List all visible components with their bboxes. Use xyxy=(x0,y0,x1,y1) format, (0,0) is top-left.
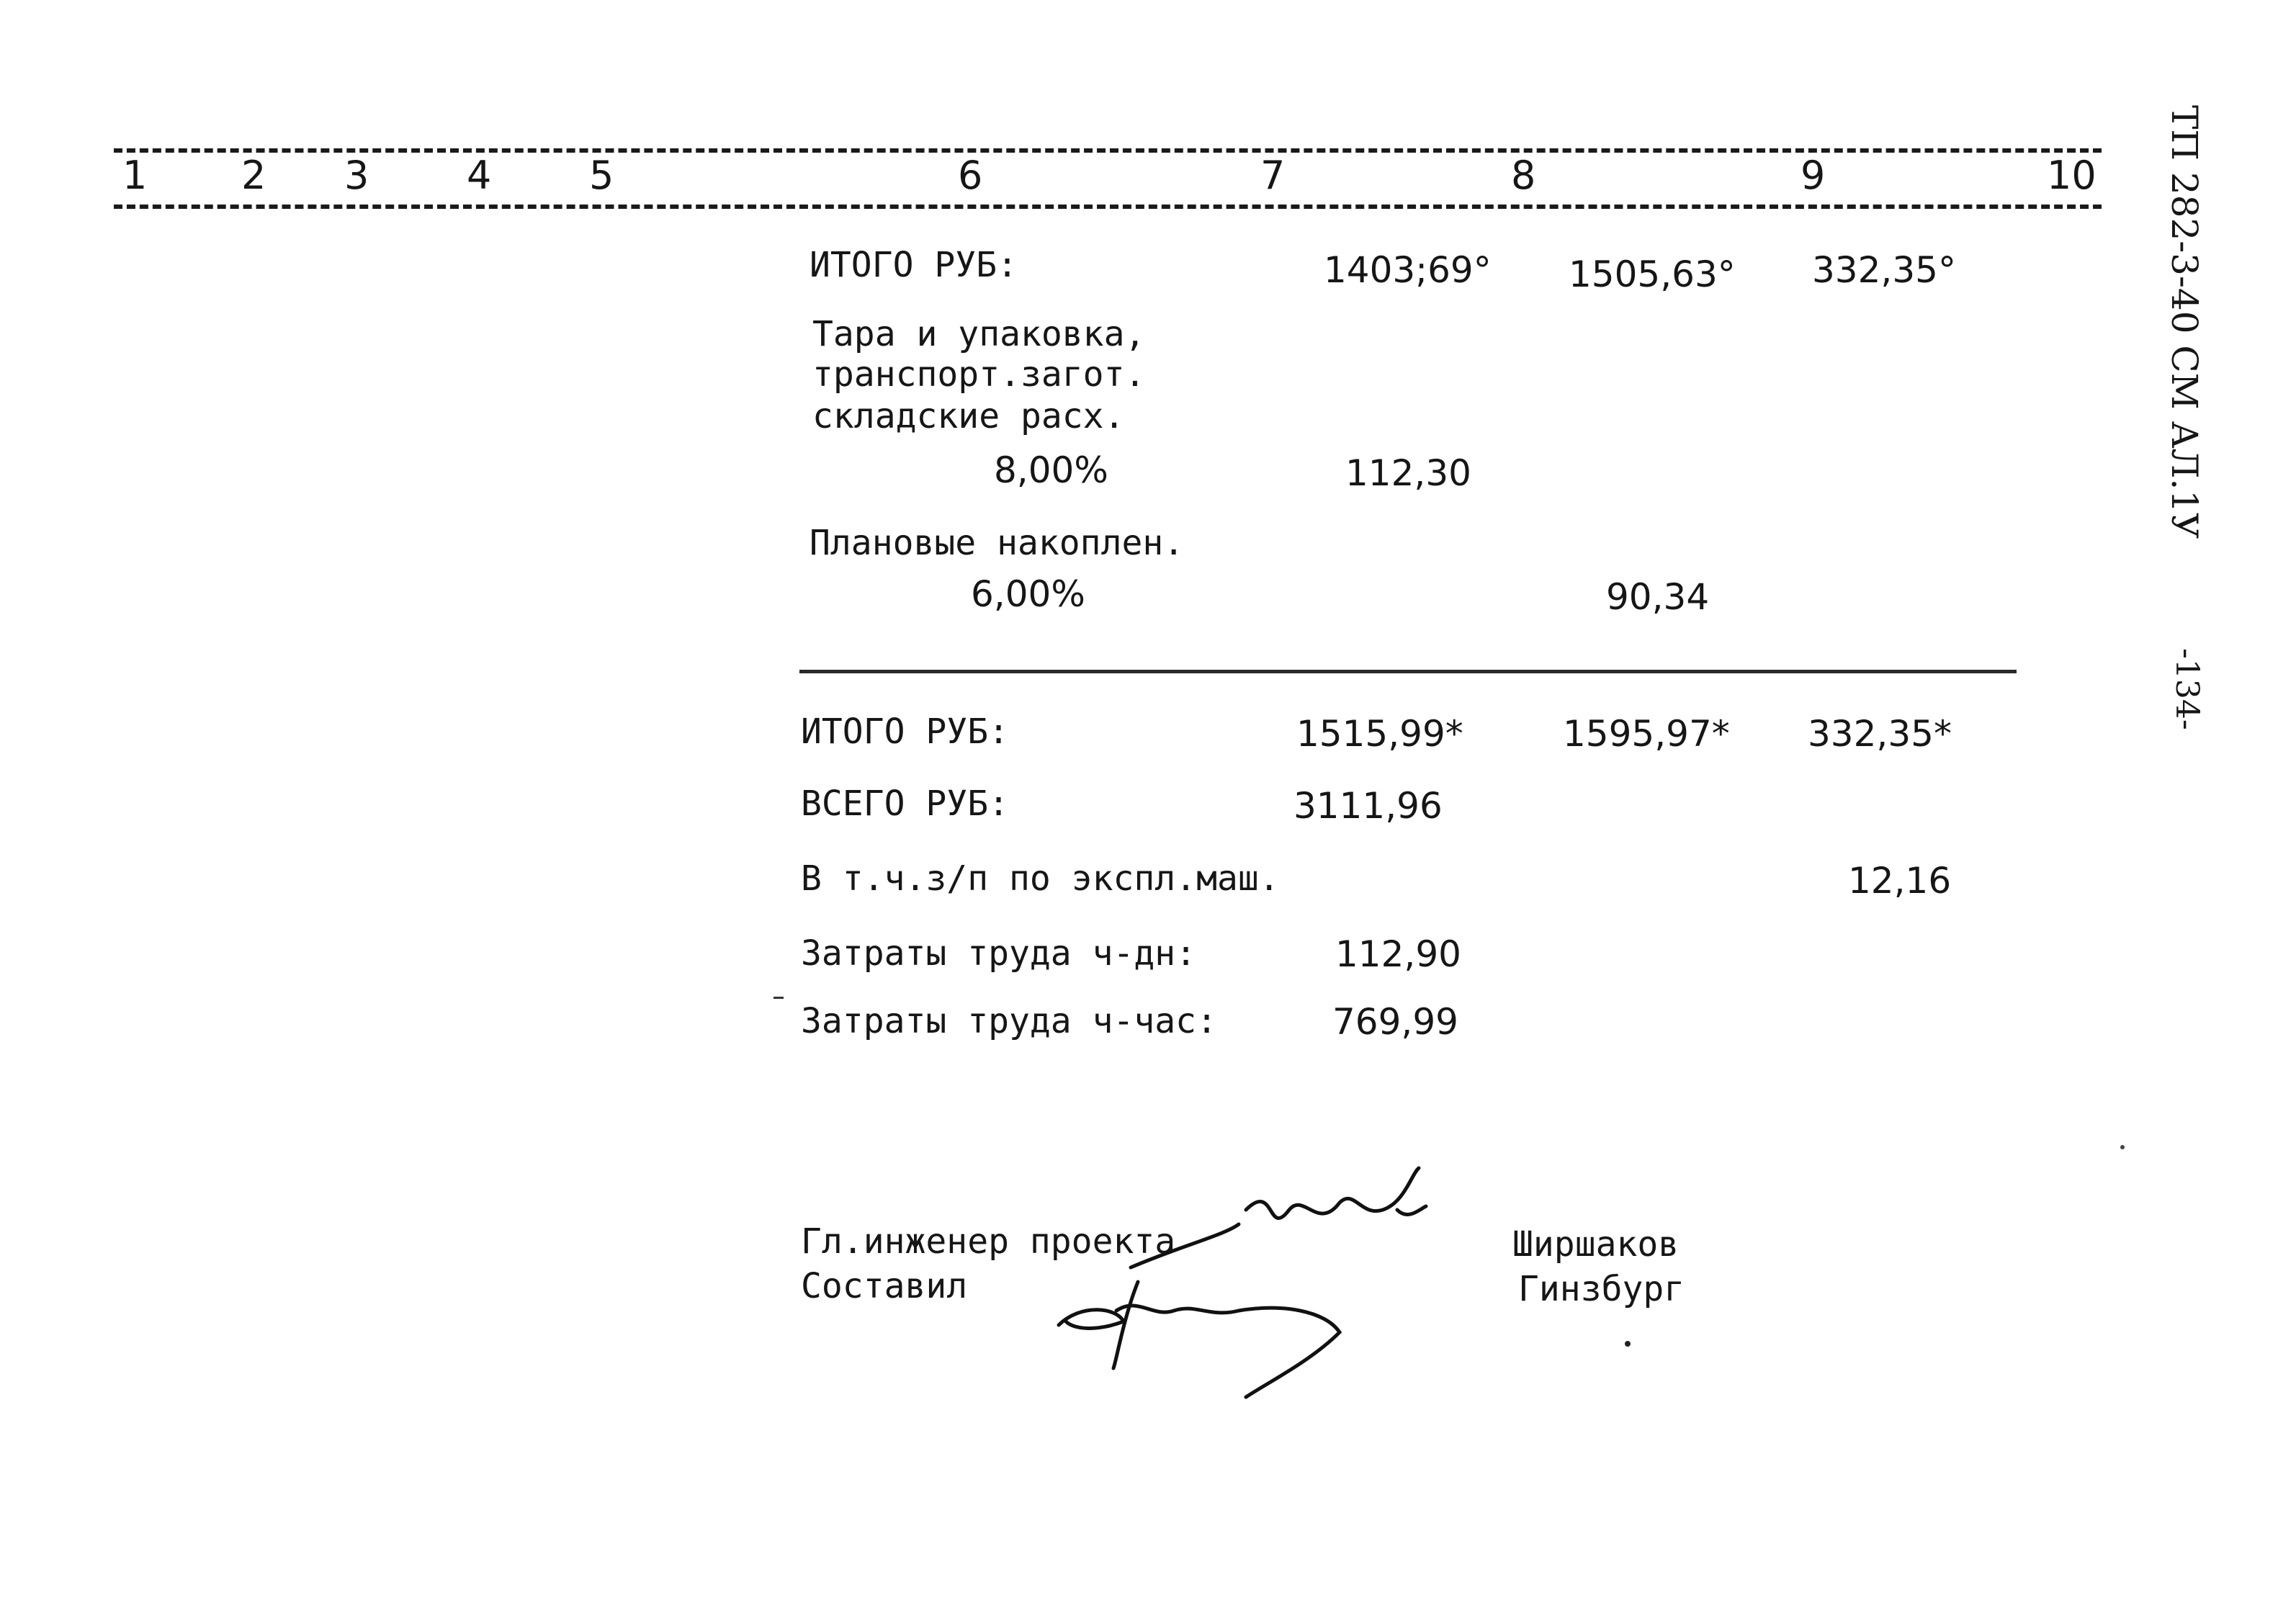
labor-days-label: Затраты труда ч-дн: xyxy=(801,933,1197,974)
labor-days-col7-value: 112,90 xyxy=(1335,933,1461,975)
column-number: 6 xyxy=(958,153,983,198)
column-number: 2 xyxy=(241,153,266,198)
itogo2-col7-value: 1515,99* xyxy=(1296,713,1463,755)
column-number: 3 xyxy=(344,153,369,198)
column-number: 9 xyxy=(1801,153,1826,198)
compiled-by-signature xyxy=(1051,1267,1354,1411)
plan-percent: 6,00% xyxy=(971,573,1085,615)
itogo1-col8-value: 1505,63° xyxy=(1569,253,1736,295)
page-number: -134- xyxy=(2169,648,2205,730)
chief-engineer-title: Гл.инженер проекта xyxy=(801,1221,1176,1262)
labor-hours-label: Затраты труда ч-час: xyxy=(801,1001,1217,1041)
tara-label-line: складские расх. xyxy=(812,396,1125,436)
tara-percent: 8,00% xyxy=(994,449,1108,491)
total-separator-line xyxy=(799,670,2017,673)
vtch-col9-value: 12,16 xyxy=(1848,860,1952,902)
document-code: ТП 282-3-40 СМ АЛ.1У xyxy=(2163,105,2205,539)
vsego-label: ВСЕГО РУБ: xyxy=(801,784,1009,824)
column-number: 10 xyxy=(2047,153,2097,198)
column-number: 7 xyxy=(1260,153,1286,198)
column-number: 5 xyxy=(589,153,614,198)
compiled-by-name: Гинзбург xyxy=(1518,1269,1685,1309)
plan-col8-value: 90,34 xyxy=(1606,576,1710,618)
vtch-label: В т.ч.з/п по экспл.маш. xyxy=(801,858,1280,899)
column-number: 1 xyxy=(122,153,148,198)
column-number: 4 xyxy=(467,153,492,198)
vsego-col7-value: 3111,96 xyxy=(1293,785,1443,827)
tara-label-line: Тара и упаковка, xyxy=(812,314,1146,354)
chief-engineer-name: Ширшаков xyxy=(1512,1224,1680,1265)
labor-hours-col7-value: 769,99 xyxy=(1332,1001,1458,1043)
tara-label-line: транспорт.загот. xyxy=(812,354,1146,395)
tara-col7-value: 112,30 xyxy=(1345,452,1471,494)
header-bottom-rule xyxy=(114,205,2102,209)
itogo1-col7-value: 1403;69° xyxy=(1324,249,1492,291)
itogo1-col9-value: 332,35° xyxy=(1812,249,1956,291)
stray-mark xyxy=(773,997,784,999)
chief-engineer-signature xyxy=(1124,1167,1455,1275)
compiled-by-title: Составил xyxy=(801,1266,968,1306)
speck xyxy=(1625,1341,1631,1347)
speck xyxy=(2120,1145,2125,1149)
column-number: 8 xyxy=(1511,153,1536,198)
plan-label: Плановые накоплен. xyxy=(810,523,1185,563)
itogo2-col8-value: 1595,97* xyxy=(1563,713,1730,755)
itogo2-col9-value: 332,35* xyxy=(1808,713,1952,755)
itogo-label-2: ИТОГО РУБ: xyxy=(801,712,1009,752)
itogo-label-1: ИТОГО РУБ: xyxy=(810,245,1018,285)
